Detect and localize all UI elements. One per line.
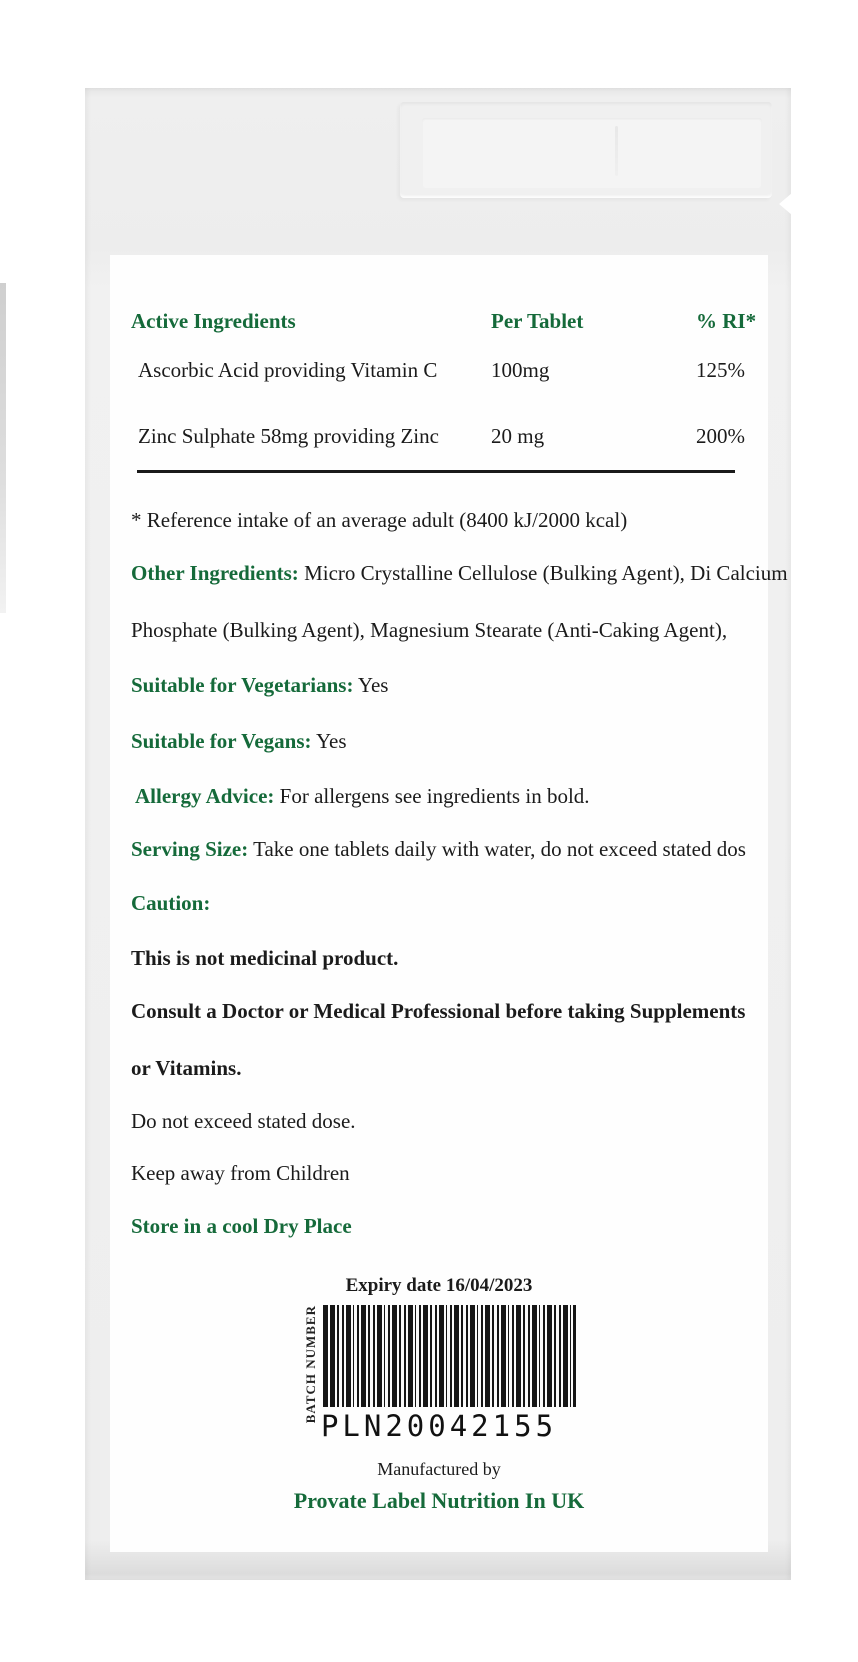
suitable-vegans-label: Suitable for Vegans: xyxy=(131,729,312,753)
pouch-crease-mark xyxy=(615,126,618,176)
caution-statement: or Vitamins. xyxy=(131,1056,242,1080)
table-row xyxy=(138,358,745,382)
serving-size-value: Take one tablets daily with water, do not exceed stated dos xyxy=(248,837,746,861)
other-ingredients-line xyxy=(131,561,788,585)
suitable-vegetarians-value: Yes xyxy=(353,673,389,697)
serving-size-label: Serving Size: xyxy=(131,837,249,861)
ingredient-ri: 125% xyxy=(696,358,745,382)
table-header-ri: % RI* xyxy=(696,309,757,333)
manufactured-by-label: Manufactured by xyxy=(377,1459,501,1479)
barcode-block xyxy=(110,1305,768,1423)
caution-note: Do not exceed stated dose. xyxy=(131,1109,356,1133)
caution-heading: Caution: xyxy=(131,891,211,915)
table-header-per-tablet: Per Tablet xyxy=(491,309,584,333)
ingredient-ri: 200% xyxy=(696,424,745,448)
caution-statement: This is not medicinal product. xyxy=(131,946,399,970)
allergy-advice-label: Allergy Advice: xyxy=(135,784,275,808)
other-ingredients-continued: Phosphate (Bulking Agent), Magnesium Stearate (Anti-Caking Agent), xyxy=(131,618,728,642)
expiry-date: Expiry date 16/04/2023 xyxy=(345,1275,533,1296)
reference-intake-note: * Reference intake of an average adult (8400 kJ/2000 kcal) xyxy=(131,508,628,532)
ingredient-name: Ascorbic Acid providing Vitamin C xyxy=(138,358,438,382)
suitable-vegans-line xyxy=(131,729,347,753)
storage-instruction: Store in a cool Dry Place xyxy=(131,1214,352,1238)
hang-tab-inner-panel xyxy=(422,118,762,188)
table-header-ingredients: Active Ingredients xyxy=(131,309,296,333)
photo-edge-artifact xyxy=(0,283,6,613)
allergy-advice-value: For allergens see ingredients in bold. xyxy=(274,784,590,808)
table-bottom-rule xyxy=(137,470,735,473)
ingredient-name: Zinc Sulphate 58mg providing Zinc xyxy=(138,424,439,448)
suitable-vegetarians-line xyxy=(131,673,388,697)
ingredient-amount: 20 mg xyxy=(491,424,545,448)
ingredient-amount: 100mg xyxy=(491,358,550,382)
barcode xyxy=(323,1305,576,1407)
supplement-pouch xyxy=(85,88,791,1580)
allergy-advice-line xyxy=(135,784,590,808)
table-row xyxy=(138,424,745,448)
batch-number-code: PLN20042155 xyxy=(320,1409,558,1443)
caution-statement: Consult a Doctor or Medical Professional before taking Supplements xyxy=(131,999,746,1023)
caution-note: Keep away from Children xyxy=(131,1161,350,1185)
manufacturer-name: Provate Label Nutrition In UK xyxy=(293,1488,585,1513)
suitable-vegans-value: Yes xyxy=(311,729,347,753)
suitable-vegetarians-label: Suitable for Vegetarians: xyxy=(131,673,354,697)
supplement-facts-label xyxy=(110,255,788,1552)
other-ingredients-label: Other Ingredients: xyxy=(131,561,299,585)
batch-number-side-label: BATCH NUMBER xyxy=(302,1305,318,1424)
tear-notch xyxy=(779,193,792,215)
other-ingredients-text: Micro Crystalline Cellulose (Bulking Agent), Di Calcium xyxy=(298,561,788,585)
table-header-row xyxy=(131,309,757,333)
serving-size-line xyxy=(131,837,746,861)
hang-tab-recess xyxy=(400,102,772,198)
